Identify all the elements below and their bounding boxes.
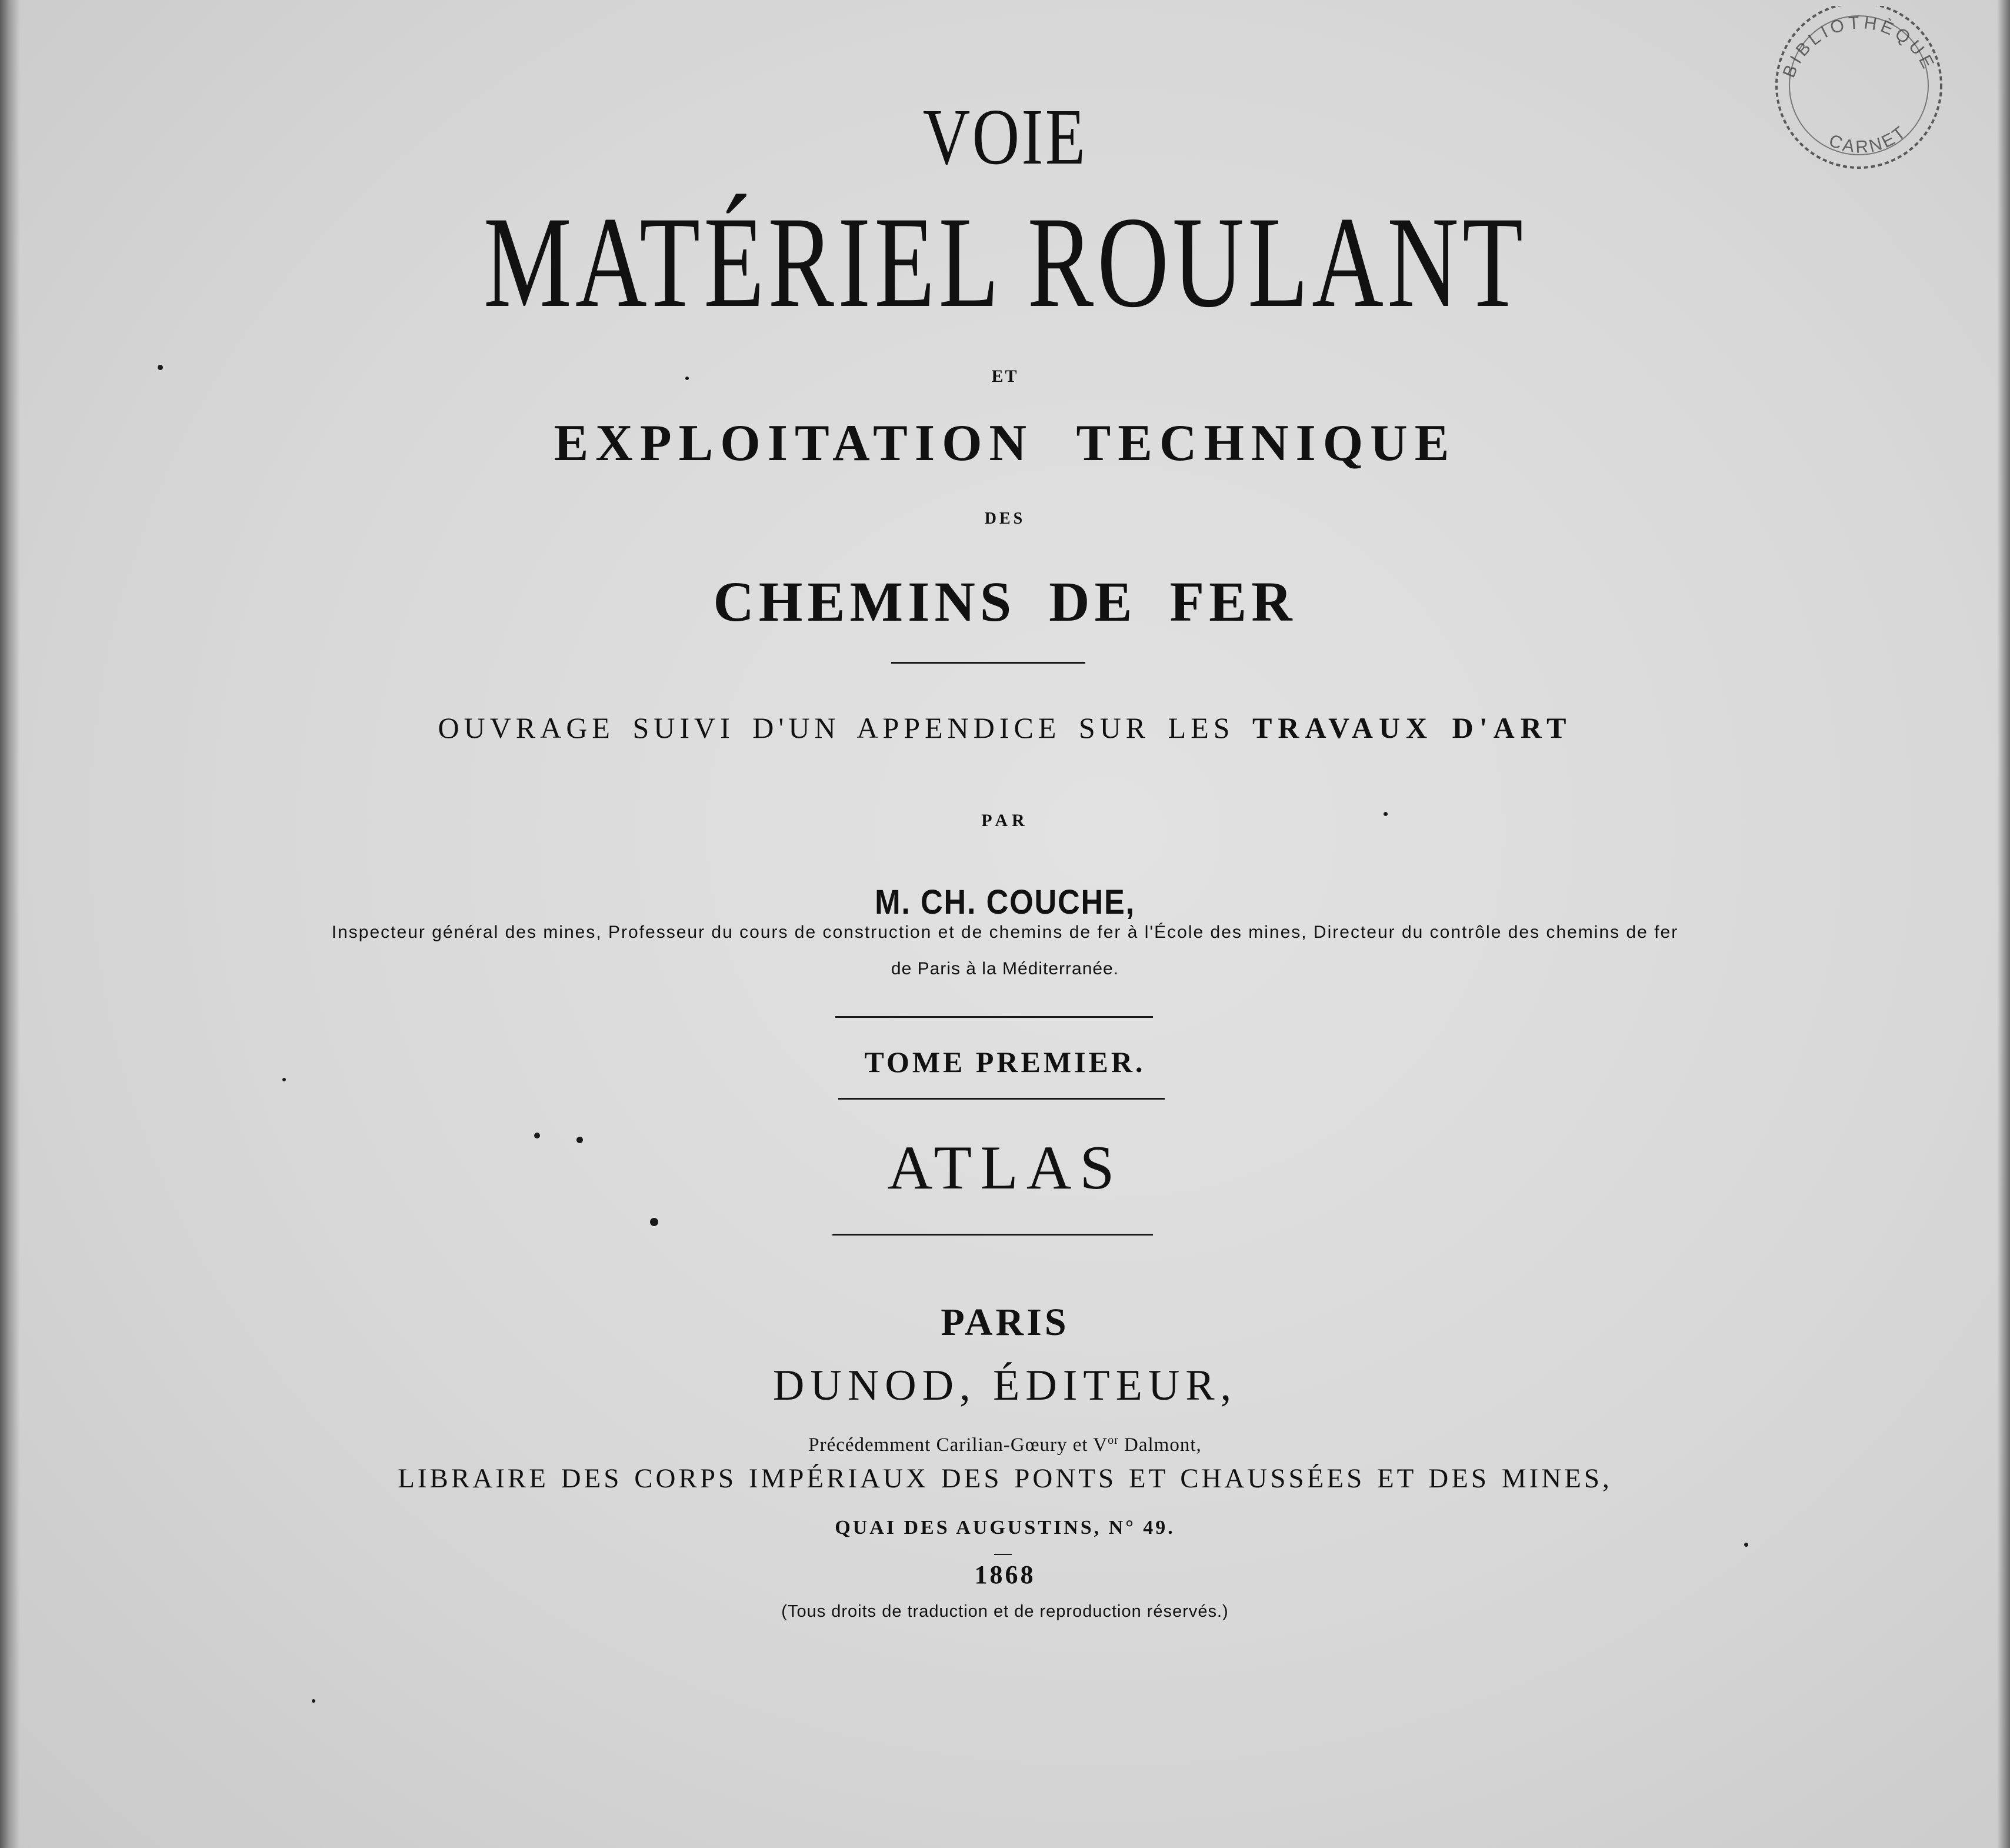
imprint-predecessors-sup: or [1108,1434,1119,1447]
title-exploitation-technique: EXPLOITATION TECHNIQUE [554,415,1456,472]
imprint-libraire: LIBRAIRE DES CORPS IMPÉRIAUX DES PONTS ET CHAUSSÉES ET DES MINES, [398,1463,1612,1494]
byline-par: PAR [981,811,1029,830]
paper-speck [685,377,689,380]
atlas-heading: ATLAS [887,1133,1123,1202]
subtitle-ouvrage-text: OUVRAGE SUIVI D'UN APPENDICE SUR LES [438,711,1235,744]
paper-speck [158,365,163,370]
divider-rule [838,1098,1165,1100]
title-chemins-de-fer: CHEMINS DE FER [713,570,1297,633]
paper-speck [650,1218,658,1226]
paper-speck [576,1137,583,1143]
imprint-predecessors-prefix: Précédemment Carilian-Gœury et V [808,1434,1108,1456]
imprint-year: 1868 [974,1560,1036,1589]
author-name: M. CH. COUCHE, [875,883,1135,921]
imprint-city: PARIS [941,1301,1069,1344]
paper-speck [282,1078,286,1081]
author-credentials-line2: de Paris à la Méditerranée. [891,959,1119,978]
stamp-text-bottom: CARNET [1826,121,1911,157]
imprint-rights: (Tous droits de traduction et de reproduction réservés.) [781,1602,1229,1621]
paper-speck [1744,1543,1748,1547]
imprint-publisher: DUNOD, ÉDITEUR, [772,1361,1238,1410]
imprint-predecessors [0,1436,2010,1455]
title-des: DES [984,510,1026,528]
author-credentials-line1: Inspecteur général des mines, Professeur du cours de construction et de chemins de fer à l'École des mines, Directeur du contrôle des chemins de fer [331,923,1679,942]
svg-text:CARNET [1826,122,1911,157]
title-et: ET [991,367,1019,386]
imprint-address: QUAI DES AUGUSTINS, N° 49. [835,1517,1175,1539]
subtitle-ouvrage [0,713,2010,742]
title-materiel-roulant: MATÉRIEL ROULANT [483,190,1527,335]
paper-speck [312,1699,315,1703]
divider-rule [835,1016,1153,1018]
title-voie: VOIE [922,93,1088,181]
subtitle-travaux-d-art: TRAVAUX D'ART [1252,711,1572,744]
paper-speck [534,1133,540,1138]
stamp-text-top: BIBLIOTHÈQUE [1779,13,1939,81]
divider-rule-small [994,1554,1012,1555]
imprint-predecessors-suffix: Dalmont, [1118,1434,1202,1456]
divider-rule [832,1234,1153,1236]
volume-label: TOME PREMIER. [864,1045,1146,1078]
paper-speck [1384,812,1388,816]
divider-rule [891,662,1085,664]
